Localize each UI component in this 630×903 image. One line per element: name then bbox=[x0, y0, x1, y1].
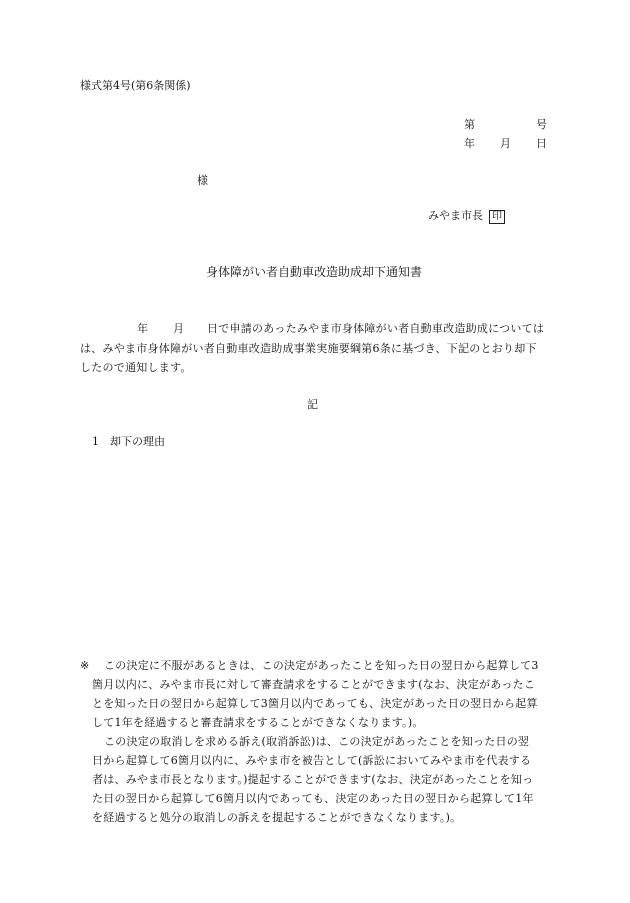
addressee-suffix: 様 bbox=[197, 174, 208, 187]
note-mark: ※ bbox=[80, 659, 90, 672]
document-title: 身体障がい者自動車改造助成却下通知書 bbox=[206, 265, 423, 279]
issuer-name: みやま市長 bbox=[428, 209, 483, 222]
note-line: して1年を経過すると審査請求をすることができなくなります。)。 bbox=[92, 716, 424, 729]
date-day: 日 bbox=[536, 137, 547, 150]
note-line: 箇月以内に、みやま市長に対して審査請求をすることができます(なお、決定があったこ bbox=[92, 678, 536, 691]
number-prefix: 第 bbox=[464, 118, 475, 131]
note-line: 者は、みやま市長となります。)提起することができます(なお、決定があったことを知っ bbox=[92, 773, 534, 786]
note-line: 日から起算して6箇月以内に、みやま市を被告として(訴訟においてみやま市を代表する bbox=[92, 754, 532, 767]
body-line-1: 日で申請のあったみやま市身体障がい者自動車改造助成については bbox=[207, 322, 545, 335]
note-line: た日の翌日から起算して6箇月以内であっても、決定のあった日の翌日から起算して1年 bbox=[92, 792, 534, 805]
issuer bbox=[428, 210, 505, 224]
reason-heading: 1 却下の理由 bbox=[92, 435, 165, 448]
seal-stamp: 印 bbox=[489, 210, 505, 224]
body-line-2: は、みやま市身体障がい者自動車改造助成事業実施要綱第6条に基づき、下記のとおり却下 bbox=[80, 342, 537, 355]
number-suffix: 号 bbox=[536, 118, 547, 131]
note-line: とを知った日の翌日から起算して3箇月以内であっても、決定があった日の翌日から起算 bbox=[92, 697, 538, 710]
date-year: 年 bbox=[464, 137, 475, 150]
note-line: この決定の取消しを求める訴え(取消訴訟)は、この決定があったことを知った日の翌 bbox=[104, 735, 530, 748]
date-month: 月 bbox=[500, 137, 511, 150]
note-line: この決定に不服があるときは、この決定があったことを知った日の翌日から起算して3 bbox=[104, 659, 539, 672]
ki-heading: 記 bbox=[307, 398, 318, 411]
body-line-3: したので通知します。 bbox=[80, 361, 192, 374]
form-number: 様式第4号(第6条関係) bbox=[80, 79, 191, 92]
body-month: 月 bbox=[173, 322, 184, 335]
note-line: を経過すると処分の取消しの訴えを提起することができなくなります。)。 bbox=[92, 811, 462, 824]
body-year: 年 bbox=[137, 322, 148, 335]
